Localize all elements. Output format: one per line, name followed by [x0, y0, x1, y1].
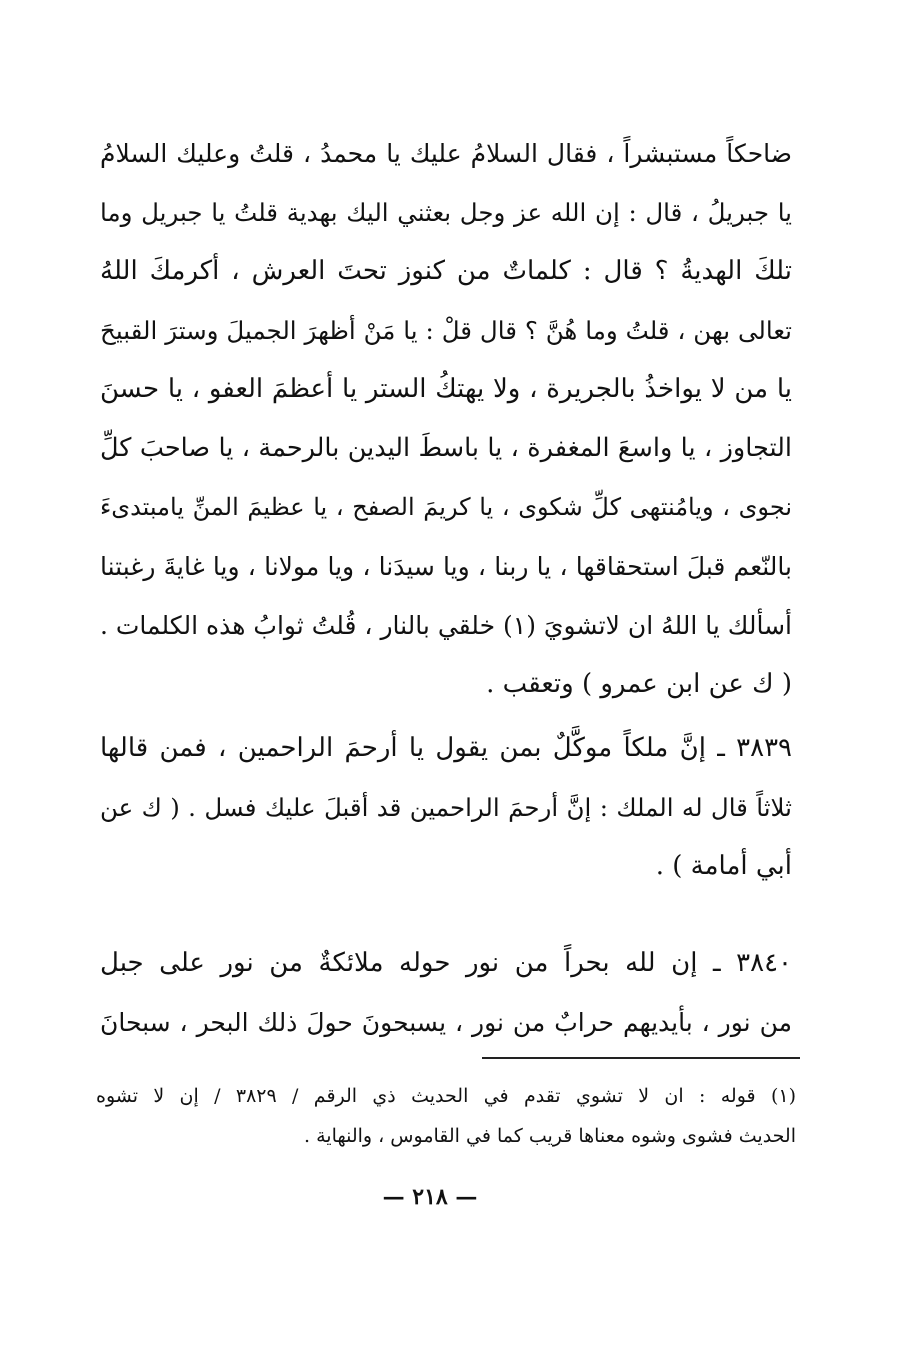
- text-line: ٣٨٤٠ ـ إن لله بحراً من نور حوله ملائكةٌ من نور على جبل: [100, 948, 792, 978]
- footnote-line: الحديث فشوى وشوه معناها قريب كما في القاموس ، والنهاية .: [304, 1125, 796, 1147]
- text-line: تلكَ الهديةُ ؟ قال : كلماتٌ من كنوز تحتَ العرش ، أكرمكَ اللهُ: [100, 256, 792, 286]
- text-line: ضاحكاً مستبشراً ، فقال السلامُ عليك يا محمدُ ، قلتُ وعليك السلامُ: [100, 139, 792, 168]
- paragraph-hadith-3839: [100, 719, 792, 896]
- text-line: يا من لا يواخذُ بالجريرة ، ولا يهتكُ الستر يا أعظمَ العفو ، يا حسنَ: [100, 374, 792, 404]
- text-line: ٣٨٣٩ ـ إنَّ ملكاً موكَّلٌ بمن يقول يا أرحمَ الراحمين ، فمن قالها: [100, 733, 792, 763]
- paragraph-hadith-continuation: [100, 124, 792, 714]
- text-line: من نور ، بأيديهم حرابٌ من نور ، يسبحونَ حولَ ذلك البحر ، سبحانَ: [100, 1008, 792, 1037]
- text-line: نجوى ، ويامُنتهى كلِّ شكوى ، يا كريمَ الصفح ، يا عظيمَ المنِّ يامبتدىءَ: [100, 493, 792, 521]
- text-line: ( ك عن ابن عمرو ) وتعقب .: [486, 669, 792, 699]
- text-line: يا جبريلُ ، قال : إن الله عز وجل بعثني اليك بهدية قلتُ يا جبريل وما: [100, 198, 792, 227]
- footnote-line: (١) قوله : ان لا تشوي تقدم في الحديث ذي الرقم / ٣٨٢٩ / إن لا تشوه: [96, 1085, 796, 1107]
- text-line: أبي أمامة ) .: [655, 851, 792, 881]
- text-line: ثلاثاً قال له الملك : إنَّ أرحمَ الراحمين قد أقبلَ عليك فسل . ( ك عن: [100, 793, 792, 822]
- text-line: التجاوز ، يا واسعَ المغفرة ، يا باسطَ اليدين بالرحمة ، يا صاحبَ كلِّ: [100, 433, 792, 463]
- footnote-divider: [482, 1057, 800, 1059]
- page-number: — ٢١٨ —: [382, 1184, 478, 1210]
- text-line: بالنّعم قبلَ استحقاقها ، يا ربنا ، ويا سيدَنا ، ويا مولانا ، ويا غايةَ رغبتنا: [100, 552, 792, 581]
- text-line: أسألك يا اللهُ ان لاتشويَ (١) خلقي بالنار ، قُلتُ ثوابُ هذه الكلمات .: [100, 611, 792, 640]
- text-line: تعالى بهن ، قلتُ وما هُنَّ ؟ قال قلْ : يا مَنْ أظهرَ الجميلَ وسترَ القبيحَ: [100, 316, 792, 345]
- footnote: [96, 1076, 796, 1156]
- paragraph-hadith-3840: [100, 934, 792, 1052]
